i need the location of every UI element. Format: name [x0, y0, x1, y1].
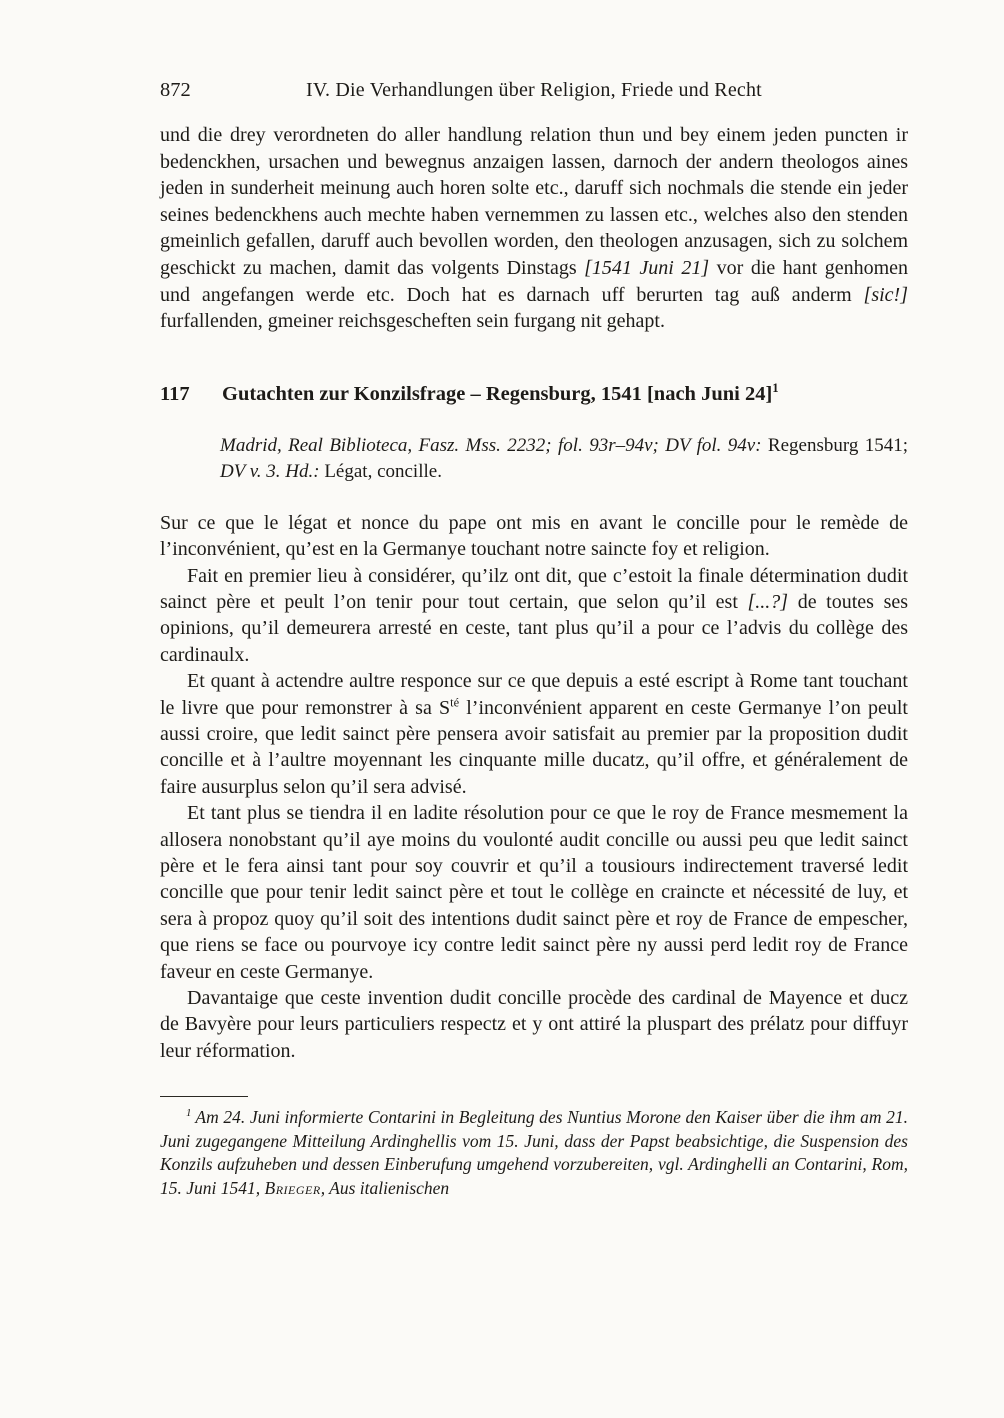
running-title: IV. Die Verhandlungen über Religion, Friede und Recht	[306, 79, 762, 101]
editorial-gap-insert: [...?]	[747, 590, 789, 613]
intro-paragraph	[160, 122, 908, 335]
document-heading	[160, 381, 908, 408]
paragraph-text: l’inconvénient apparent en ceste Germanye l’on peult aussi croire, que ledit sainct père pensera avoir satisfait au premier par la proposition dudit concille et à l’aultre moyennant les cinquante mille ducatz, qu’il offre, et généralement de faire ausurplus selon qu’il sera advisé.	[160, 696, 908, 798]
body-paragraph	[160, 563, 908, 669]
paragraph-text: Davantaige que ceste invention dudit concille procède des cardinal de Mayence et ducz de Bavyère pour leurs particuliers respectz et y ont attiré la pluspart des prélatz pour diffuyr leur réformation.	[160, 987, 908, 1062]
intro-text-segment: und die drey verordneten do aller handlung relation thun und bey einem jeden puncten ir bedenckhen, ursachen und bewegnus anzaigen lassen, darnoch der andern theologos aines jeden in sunderheit meinung auch horen solte etc., daruff sich nochmals die stende ein jeder seines bedenckhens auch mechte haben vernemmen zu lassen etc., welches also den stenden gmeinlich gefallen, daruff auch bevollen worden, den theologen anzusagen, sich zu solchem geschickt zu machen, damit das volgents Dinstags	[160, 124, 908, 279]
dorsal-note: Regensburg 1541;	[761, 434, 908, 456]
paragraph-text: Fait en premier lieu à considérer, qu’ilz ont dit, que c’estoit la finale détermination dudit sainct père et peult l’on tenir pour tout certain, que selon qu’il est	[160, 564, 908, 613]
body-paragraph	[160, 668, 908, 800]
paragraph-text: Et tant plus se tiendra il en ladite résolution pour ce que le roy de France mesmement la allosera nonobstant qu’il aye moins du voulonté audit concille ou aussi peu que ledit sainct père et le fera ainsi tant pour soy couvrir et qu’il a tousiours indirectement traversé ledit concille que pour tenir ledit sainct père et tout le collège en craincte et nécessité de luy, et sera à propoz quoy qu’il soit des intentions dudit sainct père et roy de France de empescher, que riens se face ou pourvoye icy contre ledit sainct père ny aussi perd ledit roy de France faveur en ceste Germanye.	[160, 802, 908, 983]
sic-insert: [sic!]	[863, 283, 908, 306]
editorial-date-insert: [1541 Juni 21]	[584, 256, 710, 279]
footnote-text: , Aus italienischen	[320, 1178, 450, 1199]
author-name-smallcaps: Brieger	[264, 1178, 321, 1199]
page-header	[160, 78, 908, 102]
dorsal-note: Légat, concille.	[319, 460, 442, 482]
footnote	[160, 1106, 908, 1200]
body-paragraph	[160, 510, 908, 563]
document-title	[222, 381, 908, 408]
intro-text-segment: furfallenden, gmeiner reichsgescheften sein furgang nit gehapt.	[160, 310, 665, 333]
body-paragraph	[160, 800, 908, 985]
intro-text-segment: vor die hant genhomen und angefangen werde etc. Doch hat es darnach uff berurten tag auß anderm	[160, 256, 909, 306]
source-note	[220, 433, 908, 485]
text-block	[160, 78, 908, 1201]
body-paragraph	[160, 985, 908, 1064]
footnote-separator-rule	[160, 1096, 248, 1097]
footnote-marker: 1	[186, 1107, 192, 1120]
footnote-reference: 1	[772, 380, 779, 395]
footnote-text: Am 24. Juni informierte Contarini in Begleitung des Nuntius Morone den Kaiser über die ihm am 21. Juni zugegangene Mitteilung Ardinghellis vom 15. Juni, dass der Papst beabsichtige, die Suspension des Konzils aufzuheben und dessen Einberufung umgehend vorzubereiten, vgl. Ardinghelli an Contarini, Rom, 15. Juni 1541,	[160, 1107, 908, 1199]
paragraph-text: de toutes ses opinions, qu’il demeurera arresté en ceste, tant plus qu’il a pour ce l’advis du collège des cardinaulx.	[160, 590, 909, 666]
paragraph-text: Sur ce que le légat et nonce du pape ont mis en avant le concille pour le remède de l’inconvénient, qu’est en la Germanye touchant notre saincte foy et religion.	[160, 511, 908, 561]
document-body	[160, 510, 908, 1065]
archive-reference: Madrid, Real Biblioteca, Fasz. Mss. 2232; fol. 93r–94v; DV fol. 94v:	[220, 434, 762, 456]
document-title-text: Gutachten zur Konzilsfrage – Regensburg, 1541 [nach Juni 24]	[222, 382, 773, 405]
document-number: 117	[160, 382, 190, 405]
abbreviation-superscript: té	[450, 694, 460, 709]
page-number: 872	[160, 79, 191, 101]
hand-reference: DV v. 3. Hd.:	[220, 460, 320, 482]
intro-section	[160, 122, 908, 335]
paragraph-text: Et quant à actendre aultre responce sur ce que depuis a esté escript à Rome tant touchant le livre que pour remonstrer à sa S	[160, 670, 908, 719]
